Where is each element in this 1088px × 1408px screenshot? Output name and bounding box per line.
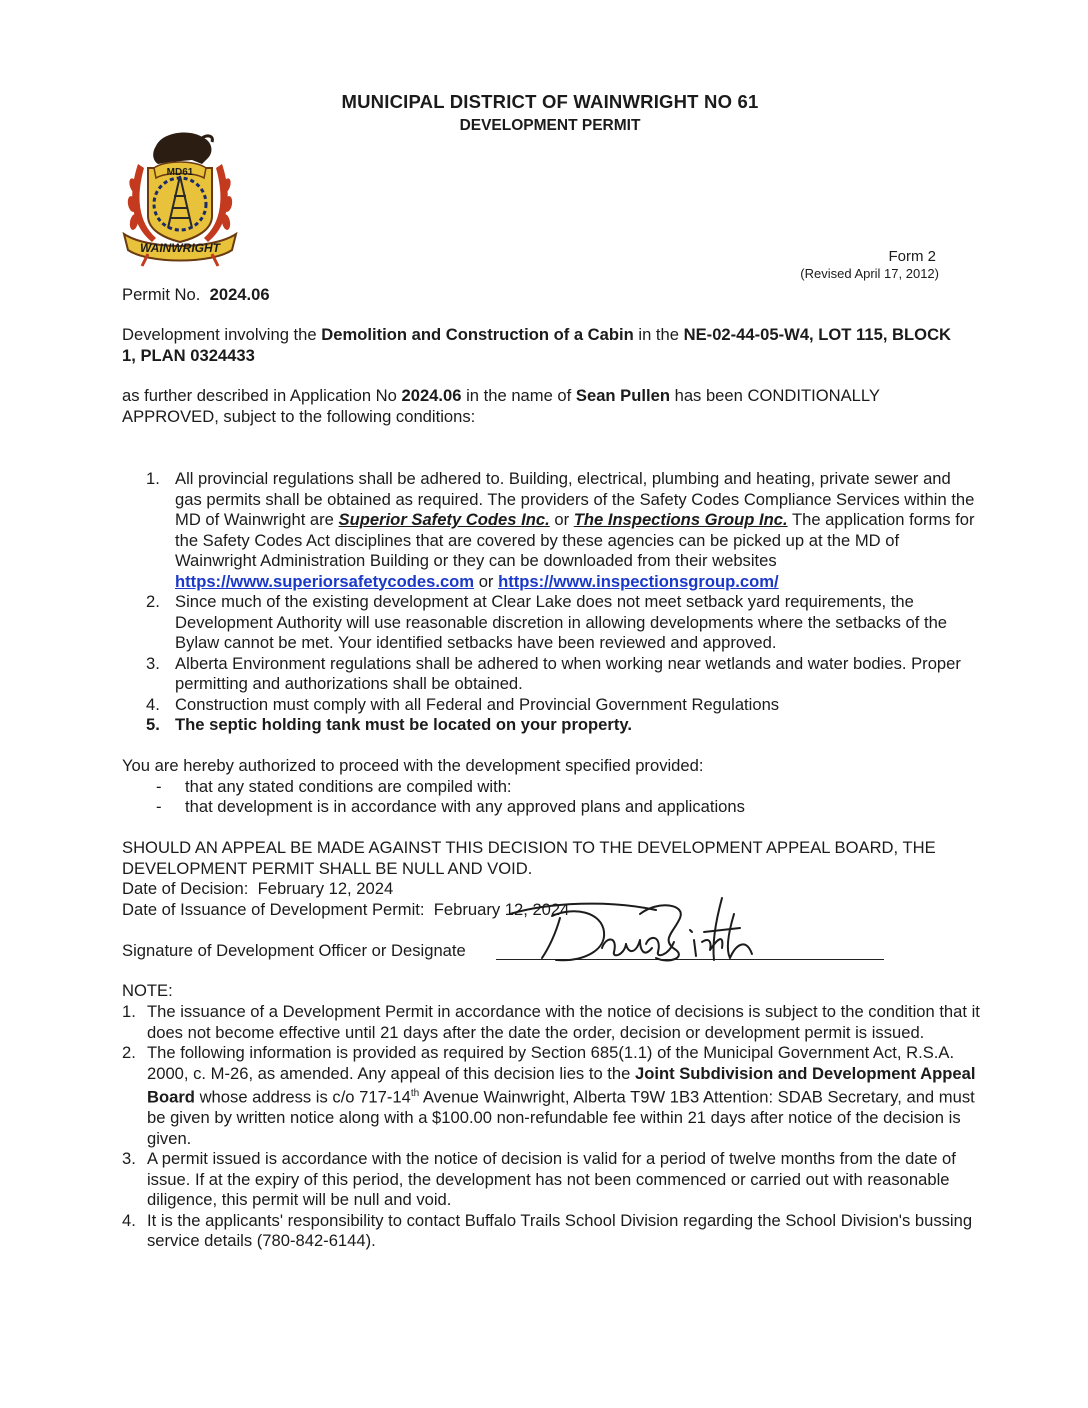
authorization-item — [122, 777, 962, 798]
permit-heading: DEVELOPMENT PERMIT — [459, 117, 641, 134]
inspections-group-link[interactable]: https://www.inspectionsgroup.com/ — [498, 571, 779, 591]
permit-number-line — [122, 285, 270, 306]
notes-list — [122, 1002, 984, 1252]
condition-text: All provincial regulations shall be adhered to. Building, electrical, plumbing and heating, private sewer and gas permits shall be obtained as required. The providers of the Safety Codes Compliance Services within the MD of Wainwright are — [175, 469, 975, 529]
bullet-dash: - — [156, 797, 162, 816]
condition-item — [146, 715, 982, 736]
condition-number: 1. — [146, 469, 160, 488]
condition-item — [146, 695, 982, 716]
conjunction-text: or — [554, 510, 570, 529]
note-item — [122, 1002, 984, 1043]
authorization-item — [122, 797, 962, 818]
authorization-item-text: that any stated conditions are compiled with: — [185, 776, 512, 796]
note-item — [122, 1149, 984, 1211]
condition-item — [146, 654, 982, 695]
bullet-dash: - — [156, 776, 162, 796]
note-text: The issuance of a Development Permit in accordance with the notice of decisions is subject to the condition that it does not become effective until 21 days after the date the order, decision or development permit is issued. — [147, 1002, 980, 1042]
condition-number: 4. — [146, 694, 160, 714]
note-text: It is the applicants' responsibility to contact Buffalo Trails School Division regarding the School Division's bussing service details (780-842-6144). — [147, 1210, 973, 1251]
agency-inspections-group: The Inspections Group Inc. — [573, 510, 788, 529]
conjunction-text: or — [478, 571, 494, 591]
issuance-date: February 12, 2024 — [433, 900, 570, 919]
note-text-cont: whose address is c/o 717-14 — [199, 1087, 411, 1107]
district-title: MUNICIPAL DISTRICT OF WAINWRIGHT NO 61 — [341, 91, 759, 112]
note-number: 1. — [122, 1002, 136, 1021]
permit-number-label: Permit No. — [122, 285, 201, 304]
signature-label: Signature of Development Officer or Designate — [122, 941, 466, 960]
crest-top-lettering: MD61 — [166, 167, 194, 178]
condition-number: 5. — [146, 715, 160, 734]
application-mid: in the name of — [466, 386, 572, 405]
conditions-list — [146, 469, 982, 736]
md-wainwright-crest-logo — [118, 124, 242, 270]
form-revision-date: (Revised April 17, 2012) — [800, 266, 939, 281]
condition-text: The septic holding tank must be located on your property. — [175, 715, 632, 734]
note-text: A permit issued is accordance with the notice of decision is valid for a period of twelve months from the date of issue. If at the expiry of this period, the development has not been commenced or carried out with reasonable diligence, this permit will be null and void. — [147, 1149, 956, 1210]
authorization-intro: You are hereby authorized to proceed with the development specified provided: — [122, 756, 704, 775]
note-text: The following information is provided as required by Section 685(1.1) of the Municipal Government Act, R.S.A. 2000, c. M-26, as amended. Any appeal of this decision lies to the — [147, 1043, 955, 1083]
issuance-date-label: Date of Issuance of Development Permit: — [122, 900, 425, 919]
development-location: NE-02-44-05-W4, LOT 115, BLOCK 1, PLAN 0324433 — [122, 325, 952, 365]
condition-number: 2. — [146, 592, 160, 611]
note-number: 2. — [122, 1043, 136, 1062]
superior-safety-codes-link[interactable]: https://www.superiorsafetycodes.com — [175, 571, 475, 591]
appeal-warning: SHOULD AN APPEAL BE MADE AGAINST THIS DECISION TO THE DEVELOPMENT APPEAL BOARD, THE DEVELOPMENT PERMIT SHALL BE NULL AND VOID. — [122, 838, 936, 878]
note-number: 4. — [122, 1210, 136, 1230]
development-prefix: Development involving the — [122, 325, 317, 344]
note-number: 3. — [122, 1149, 136, 1169]
authorization-item-text: that development is in accordance with any approved plans and applications — [185, 797, 745, 816]
note-heading: NOTE: — [122, 981, 173, 1000]
decision-date-label: Date of Decision: — [122, 879, 249, 898]
appeal-board-name: Joint Subdivision and Development Appeal Board — [147, 1063, 976, 1107]
note-item — [122, 1043, 984, 1149]
development-description — [122, 325, 962, 366]
condition-number: 3. — [146, 653, 160, 673]
note-text-cont: Avenue Wainwright, Alberta T9W 1B3 Attention: SDAB Secretary, and must be given by written notice along with a $100.00 non-refundable fee within 21 days after notice of the decision is given. — [147, 1087, 975, 1148]
development-work: Demolition and Construction of a Cabin — [321, 325, 634, 344]
condition-text: Since much of the existing development at Clear Lake does not meet setback yard requirements, the Development Authority will use reasonable discretion in allowing developments where the setbacks of the Bylaw cannot be met. Your identified setbacks have been reviewed and approved. — [175, 592, 948, 652]
form-number: Form 2 — [888, 248, 936, 265]
note-item — [122, 1211, 984, 1252]
ordinal-suffix: th — [410, 1088, 420, 1099]
decision-date: February 12, 2024 — [257, 879, 394, 898]
condition-item — [146, 592, 982, 654]
application-statement — [122, 386, 962, 427]
condition-text: Alberta Environment regulations shall be adhered to when working near wetlands and water bodies. Proper permitting and authorizations shall be obtained. — [175, 653, 961, 693]
development-mid: in the — [638, 325, 679, 344]
condition-text-cont: The application forms for the Safety Codes Act disciplines that are covered by these agencies can be picked up at the MD of Wainwright Administration Building or they can be downloaded from their websites — [175, 510, 975, 570]
agency-superior-safety-codes: Superior Safety Codes Inc. — [338, 510, 550, 529]
application-number: 2024.06 — [401, 386, 462, 405]
crest-bottom-lettering: WAINWRIGHT — [140, 241, 220, 255]
handwritten-signature — [490, 888, 790, 970]
condition-item — [146, 469, 982, 592]
applicant-name: Sean Pullen — [575, 386, 670, 405]
authorization-section — [122, 756, 962, 818]
condition-text: Construction must comply with all Federal and Provincial Government Regulations — [175, 694, 780, 714]
application-prefix: as further described in Application No — [122, 386, 397, 405]
application-suffix: has been CONDITIONALLY APPROVED, subject to the following conditions: — [122, 386, 880, 426]
decision-date-line — [122, 879, 393, 900]
permit-number: 2024.06 — [209, 285, 270, 304]
